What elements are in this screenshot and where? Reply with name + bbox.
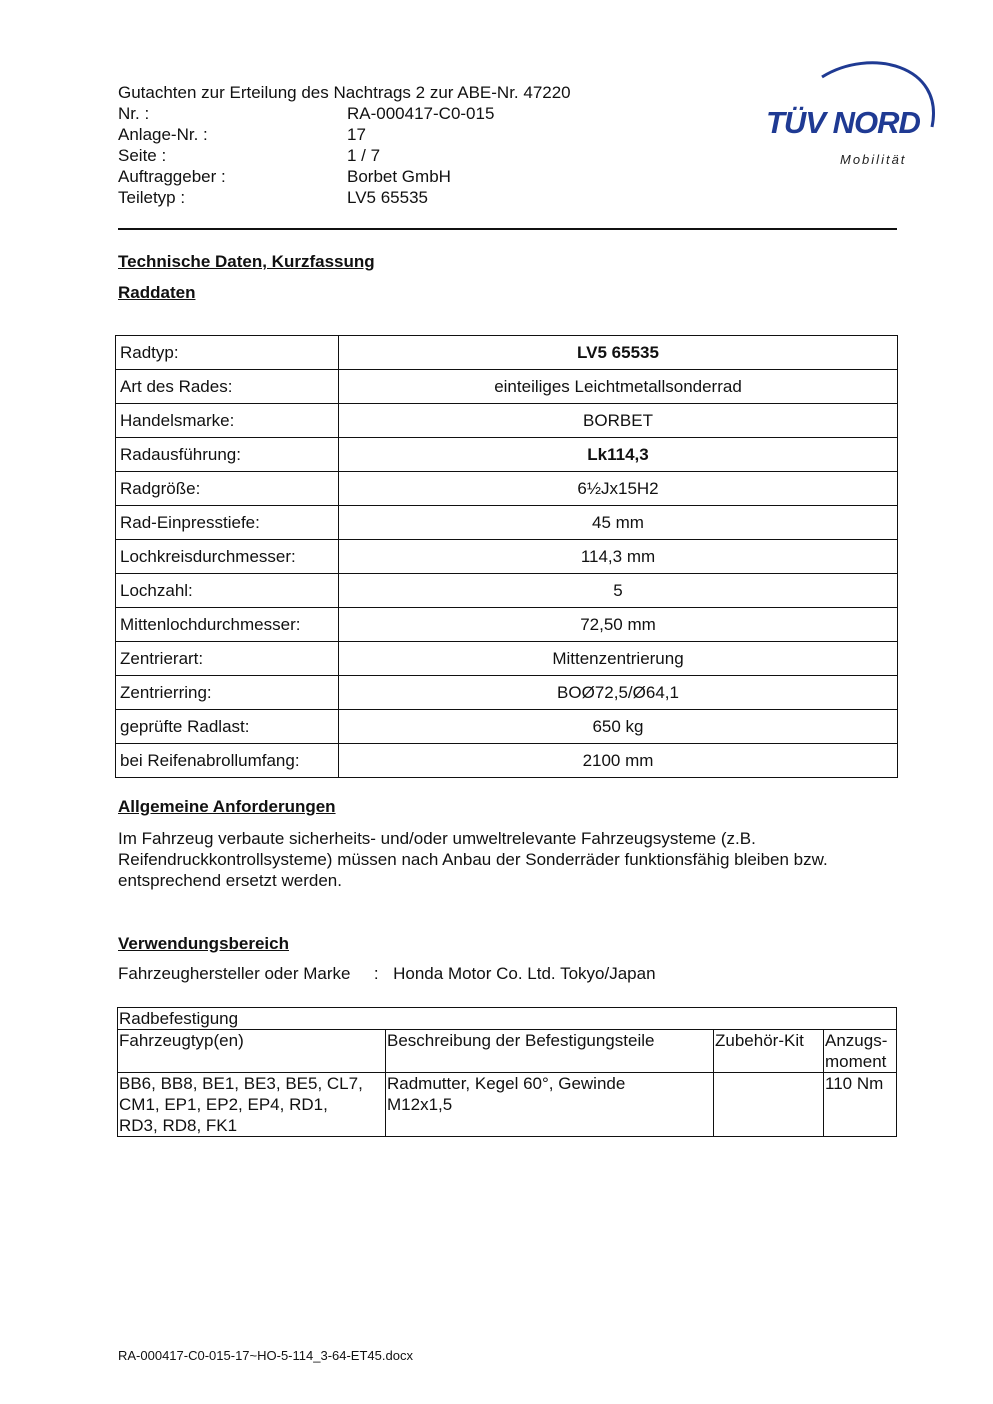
row-label: Rad-Einpresstiefe: — [116, 506, 339, 540]
document-title: Gutachten zur Erteilung des Nachtrags 2 zur ABE-Nr. 47220 — [118, 83, 571, 102]
header-field-label: Seite : — [118, 146, 167, 165]
row-value: 45 mm — [339, 506, 898, 540]
row-label: Lochzahl: — [116, 574, 339, 608]
paragraph-line: Reifendruckkontrollsysteme) müssen nach Anbau der Sonderräder funktionsfähig bleiben bzw. — [118, 850, 828, 869]
row-value: 650 kg — [339, 710, 898, 744]
row-value: LV5 65535 — [339, 336, 898, 370]
table-row — [116, 676, 898, 710]
header-fahrzeugtyp: Fahrzeugtyp(en) — [118, 1030, 386, 1073]
header-field-value: Borbet GmbH — [347, 167, 451, 186]
paragraph-line: Im Fahrzeug verbaute sicherheits- und/oder umweltrelevante Fahrzeugsysteme (z.B. — [118, 829, 756, 848]
row-value: Lk114,3 — [339, 438, 898, 472]
hersteller-line — [118, 964, 656, 984]
table-row — [116, 438, 898, 472]
header-field — [118, 187, 571, 208]
header-field-value: RA-000417-C0-015 — [347, 104, 495, 123]
logo-subtitle: Mobilität — [840, 152, 907, 167]
row-label: Art des Rades: — [116, 370, 339, 404]
row-label: Mittenlochdurchmesser: — [116, 608, 339, 642]
table-row — [116, 540, 898, 574]
hersteller-label: Fahrzeughersteller oder Marke — [118, 964, 351, 983]
allgemein-paragraph — [118, 828, 908, 891]
logo-brand: TÜV NORD — [766, 105, 920, 140]
table-row — [118, 1073, 897, 1137]
header-field — [118, 124, 571, 145]
table-row — [116, 370, 898, 404]
cell-beschreibung — [386, 1073, 714, 1137]
table-header-row — [118, 1030, 897, 1073]
header-divider — [118, 228, 897, 230]
row-label: bei Reifenabrollumfang: — [116, 744, 339, 778]
table-row — [116, 710, 898, 744]
hersteller-value: Honda Motor Co. Ltd. Tokyo/Japan — [393, 964, 656, 983]
row-label: Radausführung: — [116, 438, 339, 472]
section-title-tech: Technische Daten, Kurzfassung — [118, 252, 375, 271]
row-label: Radgröße: — [116, 472, 339, 506]
footer-filename: RA-000417-C0-015-17~HO-5-114_3-64-ET45.docx — [118, 1348, 413, 1363]
header-beschreibung: Beschreibung der Befestigungsteile — [386, 1030, 714, 1073]
cell-line: CM1, EP1, EP2, EP4, RD1, — [119, 1095, 328, 1114]
table-row — [116, 744, 898, 778]
tuev-nord-logo — [760, 55, 940, 170]
table-row — [116, 608, 898, 642]
header-field — [118, 166, 571, 187]
section-title-allgemein: Allgemeine Anforderungen — [118, 797, 336, 816]
row-label: Zentrierring: — [116, 676, 339, 710]
cell-fahrzeugtyp — [118, 1073, 386, 1137]
table-row — [116, 404, 898, 438]
section-title-raddaten: Raddaten — [118, 283, 196, 302]
table-row — [116, 506, 898, 540]
befestigung-table — [117, 1007, 897, 1137]
cell-line: BB6, BB8, BE1, BE3, BE5, CL7, — [119, 1074, 363, 1093]
header-field-label: Auftraggeber : — [118, 167, 226, 186]
hersteller-separator: : — [373, 964, 379, 983]
header-field — [118, 103, 571, 124]
row-value: Mittenzentrierung — [339, 642, 898, 676]
header-field-label: Nr. : — [118, 104, 150, 123]
row-value: einteiliges Leichtmetallsonderrad — [339, 370, 898, 404]
cell-line: RD3, RD8, FK1 — [119, 1116, 238, 1135]
table-title: Radbefestigung — [118, 1008, 897, 1030]
header-anzugsmoment — [824, 1030, 897, 1073]
header-field-value: 1 / 7 — [347, 146, 381, 165]
raddaten-table — [115, 335, 898, 778]
header-field-label: Anlage-Nr. : — [118, 125, 208, 144]
header-anzugsmoment-line: moment — [825, 1052, 887, 1071]
header-anzugsmoment-line: Anzugs- — [825, 1031, 888, 1050]
table-row — [116, 472, 898, 506]
row-label: Radtyp: — [116, 336, 339, 370]
table-row — [116, 574, 898, 608]
cell-line: Radmutter, Kegel 60°, Gewinde — [387, 1074, 626, 1093]
row-value: 72,50 mm — [339, 608, 898, 642]
header-field-value: LV5 65535 — [347, 188, 428, 207]
row-value: 114,3 mm — [339, 540, 898, 574]
row-value: 2100 mm — [339, 744, 898, 778]
row-value: 6½Jx15H2 — [339, 472, 898, 506]
row-label: Zentrierart: — [116, 642, 339, 676]
table-row — [116, 336, 898, 370]
table-title-row — [118, 1008, 897, 1030]
paragraph-line: entsprechend ersetzt werden. — [118, 871, 342, 890]
row-value: BORBET — [339, 404, 898, 438]
row-label: Lochkreisdurchmesser: — [116, 540, 339, 574]
row-label: Handelsmarke: — [116, 404, 339, 438]
section-title-verwendung: Verwendungsbereich — [118, 934, 289, 953]
header-field-value: 17 — [347, 125, 366, 144]
row-value: 5 — [339, 574, 898, 608]
table-row — [116, 642, 898, 676]
cell-zubehoer-kit — [714, 1073, 824, 1137]
header-field-label: Teiletyp : — [118, 188, 186, 207]
header-field — [118, 145, 571, 166]
cell-anzugsmoment: 110 Nm — [824, 1073, 897, 1137]
header-zubehoer-kit: Zubehör-Kit — [714, 1030, 824, 1073]
cell-line: M12x1,5 — [387, 1095, 453, 1114]
document-header — [118, 82, 571, 208]
row-value: BOØ72,5/Ø64,1 — [339, 676, 898, 710]
row-label: geprüfte Radlast: — [116, 710, 339, 744]
